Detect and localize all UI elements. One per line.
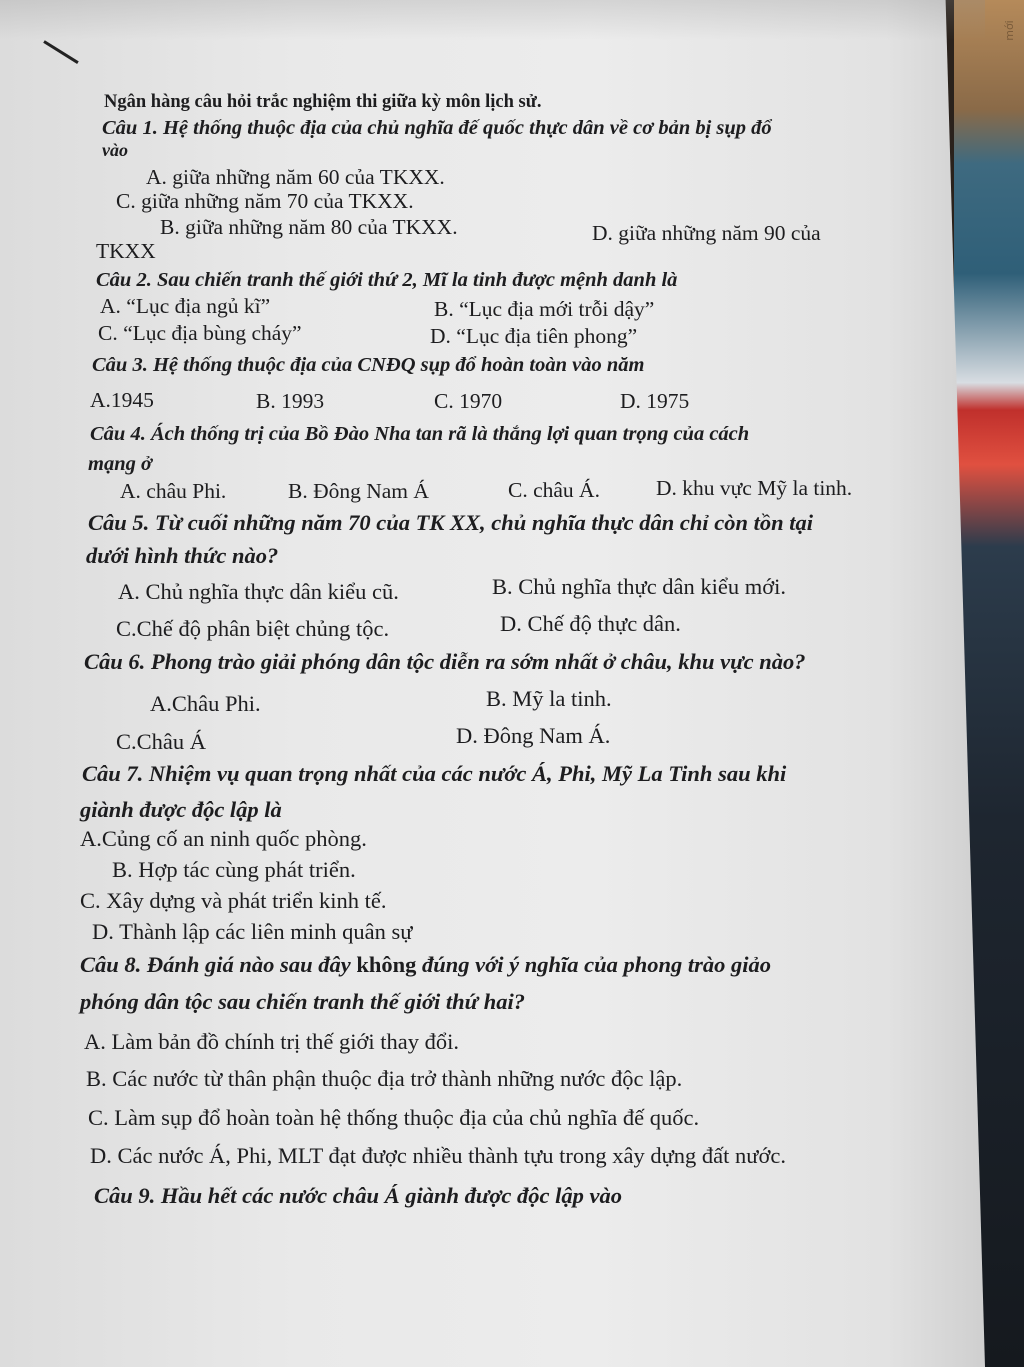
q1-question-line2: vào (102, 140, 128, 160)
q5-option-b: B. Chủ nghĩa thực dân kiểu mới. (492, 574, 787, 599)
q4-option-d: D. khu vực Mỹ la tinh. (656, 476, 853, 500)
q2-question: Câu 2. Sau chiến tranh thế giới thứ 2, Mĩ la tinh được mệnh danh là (96, 269, 678, 291)
q1-option-a: A. giữa những năm 60 của TKXX. (146, 165, 445, 189)
q4-option-c: C. châu Á. (508, 478, 600, 502)
q6-option-a: A.Châu Phi. (150, 691, 261, 716)
q8-option-b: B. Các nước từ thân phận thuộc địa trở thành những nước độc lập. (86, 1066, 683, 1091)
q1-option-b: B. giữa những năm 80 của TKXX. (160, 215, 458, 239)
q8-question-line2: phóng dân tộc sau chiến tranh thế giới thứ hai? (80, 989, 526, 1014)
q5-option-d: D. Chế độ thực dân. (500, 611, 681, 636)
q6-option-d: D. Đông Nam Á. (456, 723, 611, 748)
q3-question: Câu 3. Hệ thống thuộc địa của CNĐQ sụp đổ hoàn toàn vào năm (92, 354, 645, 376)
q3-option-c: C. 1970 (434, 389, 503, 413)
q4-question-line2: mạng ở (88, 453, 152, 475)
q7-question-line1: Câu 7. Nhiệm vụ quan trọng nhất của các nước Á, Phi, Mỹ La Tinh sau khi (82, 761, 787, 786)
q2-option-d: D. “Lục địa tiên phong” (430, 324, 638, 348)
q6-option-c: C.Châu Á (116, 729, 206, 754)
q2-option-c: C. “Lục địa bùng cháy” (98, 321, 302, 345)
q1-option-c: C. giữa những năm 70 của TKXX. (116, 189, 414, 213)
q9-question: Câu 9. Hầu hết các nước châu Á giành được độc lập vào (94, 1183, 623, 1208)
q3-option-b: B. 1993 (256, 389, 325, 413)
q4-question-line1: Câu 4. Ách thống trị của Bồ Đào Nha tan rã là thắng lợi quan trọng của cách (90, 423, 750, 445)
q1-question-line1: Câu 1. Hệ thống thuộc địa của chủ nghĩa đế quốc thực dân về cơ bản bị sụp đổ (102, 117, 772, 139)
q4-option-a: A. châu Phi. (120, 479, 227, 503)
side-note: mới (1003, 20, 1017, 41)
q7-question-line2: giành được độc lập là (80, 797, 282, 822)
q7-option-b: B. Hợp tác cùng phát triển. (112, 857, 356, 882)
q4-option-b: B. Đông Nam Á (288, 479, 429, 503)
q1-option-d: D. giữa những năm 90 của (592, 221, 821, 245)
q2-option-b: B. “Lục địa mới trỗi dậy” (434, 297, 655, 321)
q8-question-line1 (80, 953, 771, 978)
q8-question-end: đúng với ý nghĩa của phong trào giảo (422, 952, 772, 977)
q8-question-emphasis: không (356, 952, 417, 977)
q5-question-line1: Câu 5. Từ cuối những năm 70 của TK XX, chủ nghĩa thực dân chỉ còn tồn tại (88, 510, 813, 535)
q3-option-d: D. 1975 (620, 389, 690, 413)
q7-option-c: C. Xây dựng và phát triển kinh tế. (80, 888, 387, 913)
q5-option-c: C.Chế độ phân biệt chủng tộc. (116, 616, 390, 641)
q6-question: Câu 6. Phong trào giải phóng dân tộc diễn ra sớm nhất ở châu, khu vực nào? (84, 649, 806, 674)
document-title: Ngân hàng câu hỏi trắc nghiệm thi giữa kỳ môn lịch sử. (104, 92, 542, 112)
q2-option-a: A. “Lục địa ngủ kĩ” (100, 294, 271, 318)
q8-option-a: A. Làm bản đồ chính trị thế giới thay đổi. (84, 1029, 459, 1054)
q5-option-a: A. Chủ nghĩa thực dân kiểu cũ. (118, 579, 399, 604)
q7-option-d: D. Thành lập các liên minh quân sự (92, 919, 413, 944)
q8-question-start: Câu 8. Đánh giá nào sau đây (80, 952, 351, 977)
q3-option-a: A.1945 (90, 388, 154, 412)
q7-option-a: A.Củng cố an ninh quốc phòng. (80, 826, 367, 851)
q8-option-d: D. Các nước Á, Phi, MLT đạt được nhiều thành tựu trong xây dựng đất nước. (90, 1143, 786, 1168)
q8-option-c: C. Làm sụp đổ hoàn toàn hệ thống thuộc địa của chủ nghĩa đế quốc. (88, 1105, 700, 1130)
q5-question-line2: dưới hình thức nào? (86, 543, 279, 568)
q6-option-b: B. Mỹ la tinh. (486, 686, 612, 711)
q1-option-d-continued: TKXX (96, 239, 156, 263)
